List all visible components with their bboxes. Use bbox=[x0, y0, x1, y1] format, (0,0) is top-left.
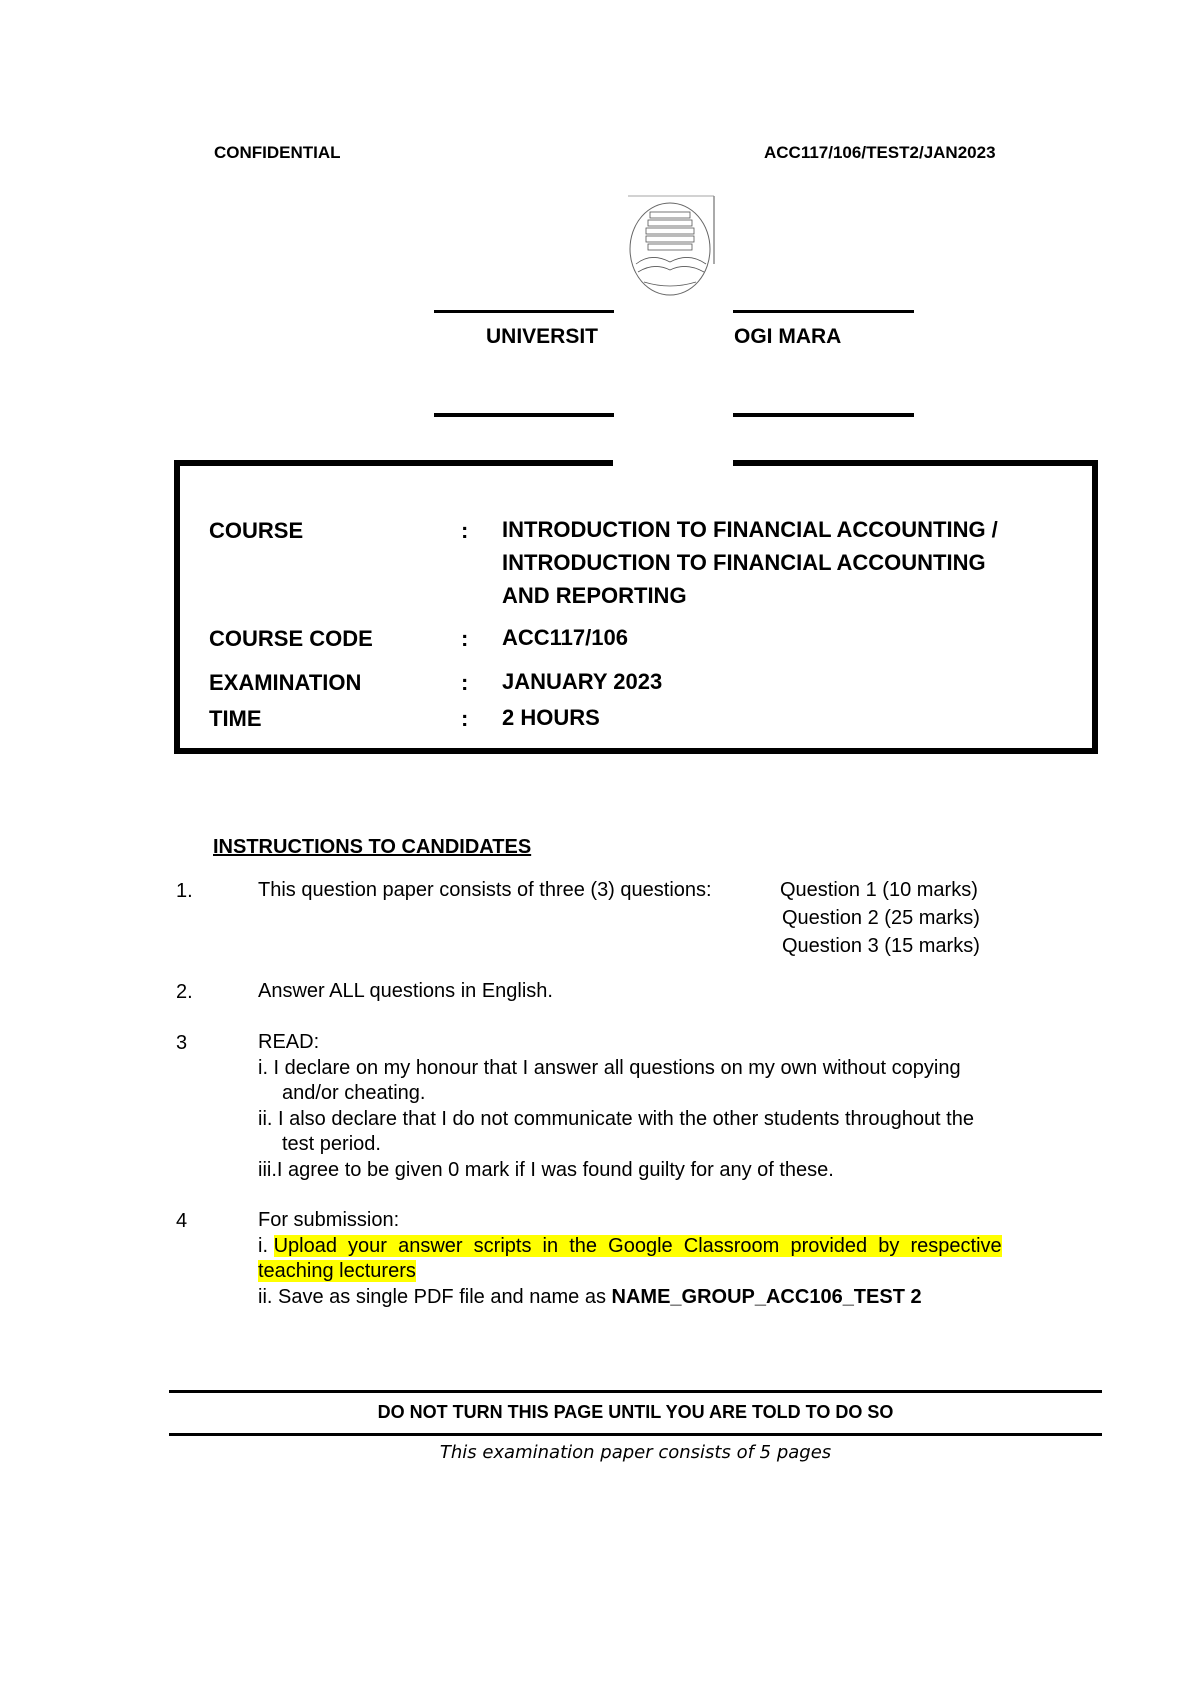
box-top-gap bbox=[613, 455, 733, 467]
page-count-note: This examination paper consists of 5 pages bbox=[439, 1442, 832, 1463]
time-value: 2 HOURS bbox=[502, 705, 600, 730]
title-rule-bottom-left bbox=[434, 413, 614, 417]
instruction-text: Answer ALL questions in English. bbox=[258, 980, 553, 1002]
course-value bbox=[502, 513, 998, 612]
instruction-number: 2. bbox=[176, 981, 193, 1003]
university-name-right: OGI MARA bbox=[734, 325, 842, 348]
course-code-label: COURSE CODE bbox=[209, 626, 373, 651]
submission-prefix: ii. Save as single PDF file and name as bbox=[258, 1286, 612, 1308]
title-rule-bottom-right bbox=[733, 413, 914, 417]
marks-item: Question 3 (15 marks) bbox=[782, 935, 980, 957]
examination-colon: : bbox=[461, 670, 469, 695]
instruction-text: READ: bbox=[258, 1031, 320, 1053]
university-name-left: UNIVERSIT bbox=[486, 325, 599, 348]
course-value-line: INTRODUCTION TO FINANCIAL ACCOUNTING / bbox=[502, 517, 998, 542]
university-crest-icon bbox=[626, 194, 716, 299]
file-name-format: NAME_GROUP_ACC106_TEST 2 bbox=[611, 1286, 922, 1308]
declaration-item: ii. I also declare that I do not communicate with the other students throughout the bbox=[258, 1108, 974, 1130]
instruction-number: 4 bbox=[176, 1210, 188, 1232]
submission-item-upload-cont bbox=[258, 1259, 416, 1284]
marks-item: Question 1 (10 marks) bbox=[780, 879, 978, 901]
instructions-title: INSTRUCTIONS TO CANDIDATES bbox=[213, 836, 532, 858]
marks-item: Question 2 (25 marks) bbox=[782, 907, 980, 929]
course-label: COURSE bbox=[209, 518, 304, 543]
declaration-item: i. I declare on my honour that I answer all questions on my own without copying bbox=[258, 1057, 961, 1079]
document-code: ACC117/106/TEST2/JAN2023 bbox=[764, 143, 996, 162]
instruction-number: 3 bbox=[176, 1032, 188, 1054]
course-value-line: AND REPORTING bbox=[502, 583, 687, 608]
declaration-item-cont: and/or cheating. bbox=[282, 1082, 426, 1104]
highlighted-instruction: teaching lecturers bbox=[258, 1260, 416, 1282]
title-rule-top-left bbox=[434, 310, 614, 313]
instruction-text: For submission: bbox=[258, 1209, 400, 1231]
confidential-label: CONFIDENTIAL bbox=[214, 143, 341, 162]
instruction-number: 1. bbox=[176, 880, 193, 902]
time-label: TIME bbox=[209, 706, 262, 731]
submission-item-upload bbox=[258, 1234, 1098, 1259]
footer-rule-top bbox=[169, 1390, 1102, 1393]
time-colon: : bbox=[461, 706, 469, 731]
declaration-item: iii.I agree to be given 0 mark if I was found guilty for any of these. bbox=[258, 1159, 834, 1181]
examination-value: JANUARY 2023 bbox=[502, 669, 663, 694]
course-value-line: INTRODUCTION TO FINANCIAL ACCOUNTING bbox=[502, 550, 986, 575]
course-code-colon: : bbox=[461, 626, 469, 651]
course-colon: : bbox=[461, 518, 469, 543]
highlighted-instruction: Upload your answer scripts in the Google Classroom provided by respective bbox=[273, 1235, 1002, 1257]
do-not-turn-notice: DO NOT TURN THIS PAGE UNTIL YOU ARE TOLD TO DO SO bbox=[377, 1402, 894, 1422]
instruction-text: This question paper consists of three (3) questions: bbox=[258, 879, 712, 901]
title-rule-top-right bbox=[733, 310, 914, 313]
submission-item-save bbox=[258, 1285, 922, 1310]
footer-rule-bottom bbox=[169, 1433, 1102, 1436]
submission-prefix: i. bbox=[258, 1235, 274, 1257]
course-code-value: ACC117/106 bbox=[502, 625, 628, 650]
examination-label: EXAMINATION bbox=[209, 670, 362, 695]
declaration-item-cont: test period. bbox=[282, 1133, 381, 1155]
marks-list bbox=[780, 878, 980, 959]
